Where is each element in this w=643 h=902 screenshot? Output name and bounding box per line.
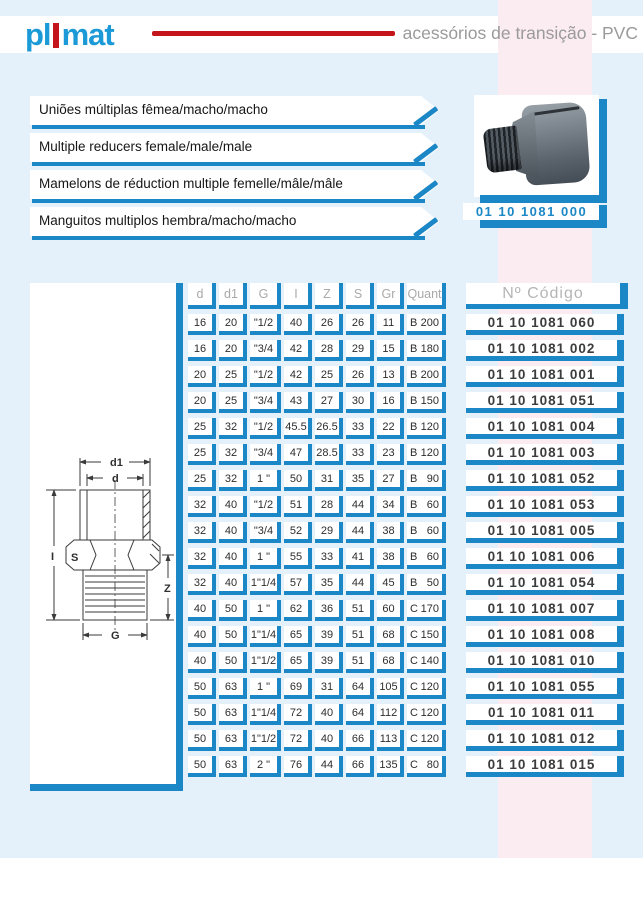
cell-quantity: 120 bbox=[420, 706, 439, 719]
cell-i: 72 bbox=[284, 730, 312, 751]
cell-d1: 40 bbox=[219, 522, 247, 543]
cell-d: 50 bbox=[188, 756, 216, 777]
banner-label: Uniões múltiplas fêmea/macho/macho bbox=[39, 102, 268, 117]
cell-quant bbox=[407, 756, 446, 777]
cell-box-letter: C bbox=[410, 758, 418, 771]
cell-z: 39 bbox=[315, 652, 343, 673]
cell-g: "1/2 bbox=[250, 496, 281, 517]
cell-gr: 113 bbox=[377, 730, 404, 751]
cell-i: 65 bbox=[284, 626, 312, 647]
column-header-s: S bbox=[346, 283, 374, 309]
cell-i: 47 bbox=[284, 444, 312, 465]
cell-gr: 38 bbox=[377, 548, 404, 569]
cell-quant bbox=[407, 470, 446, 491]
table-row bbox=[188, 678, 446, 699]
cell-g: 1"1/4 bbox=[250, 574, 281, 595]
cell-d1: 63 bbox=[219, 678, 247, 699]
cell-z: 28.5 bbox=[315, 444, 343, 465]
cell-quantity: 150 bbox=[420, 394, 439, 407]
cell-g: 1 " bbox=[250, 470, 281, 491]
table-row bbox=[188, 626, 446, 647]
photo-accent-bar-bottom bbox=[480, 195, 607, 203]
cell-i: 42 bbox=[284, 366, 312, 387]
cell-d1: 50 bbox=[219, 652, 247, 673]
column-header-quant: Quant bbox=[407, 283, 446, 309]
code-accent-bar-right bbox=[599, 205, 607, 228]
cell-quantity: 50 bbox=[426, 576, 439, 589]
cell-quant bbox=[407, 678, 446, 699]
codigo-cell: 01 10 1081 060 bbox=[466, 314, 624, 335]
codigo-cell: 01 10 1081 001 bbox=[466, 366, 624, 387]
cell-quant bbox=[407, 704, 446, 725]
cell-quantity: 200 bbox=[420, 368, 439, 381]
cell-d: 50 bbox=[188, 704, 216, 725]
cell-gr: 27 bbox=[377, 470, 404, 491]
cell-quantity: 120 bbox=[420, 732, 439, 745]
cell-quantity: 170 bbox=[420, 602, 439, 615]
cell-quantity: 80 bbox=[426, 758, 439, 771]
cell-box-letter: B bbox=[410, 342, 418, 355]
cell-quantity: 90 bbox=[426, 472, 439, 485]
cell-box-letter: B bbox=[410, 394, 418, 407]
cell-quantity: 60 bbox=[426, 498, 439, 511]
table-row bbox=[188, 314, 446, 335]
banner-label: Multiple reducers female/male/male bbox=[39, 139, 253, 154]
cell-d: 20 bbox=[188, 392, 216, 413]
codigo-cell: 01 10 1081 053 bbox=[466, 496, 624, 517]
cell-d: 32 bbox=[188, 522, 216, 543]
cell-d1: 32 bbox=[219, 470, 247, 491]
table-row bbox=[188, 652, 446, 673]
cell-gr: 15 bbox=[377, 340, 404, 361]
codigo-body bbox=[466, 314, 628, 777]
cell-d: 32 bbox=[188, 548, 216, 569]
cell-quantity: 120 bbox=[420, 420, 439, 433]
cell-gr: 16 bbox=[377, 392, 404, 413]
cell-z: 29 bbox=[315, 522, 343, 543]
cell-i: 50 bbox=[284, 470, 312, 491]
cell-s: 51 bbox=[346, 652, 374, 673]
cell-i: 76 bbox=[284, 756, 312, 777]
cell-i: 57 bbox=[284, 574, 312, 595]
table-row bbox=[188, 548, 446, 569]
code-accent-bar-bottom bbox=[480, 220, 607, 228]
cell-s: 44 bbox=[346, 522, 374, 543]
cell-z: 31 bbox=[315, 678, 343, 699]
cell-box-letter: B bbox=[410, 550, 418, 563]
banner-en bbox=[30, 133, 444, 162]
column-header-g: G bbox=[250, 283, 281, 309]
cell-z: 44 bbox=[315, 756, 343, 777]
cell-box-letter: C bbox=[410, 680, 418, 693]
cell-box-letter: C bbox=[410, 602, 418, 615]
banner-es bbox=[30, 207, 444, 236]
cell-s: 30 bbox=[346, 392, 374, 413]
cell-g: 1"1/2 bbox=[250, 730, 281, 751]
cell-box-letter: B bbox=[410, 420, 418, 433]
cell-s: 41 bbox=[346, 548, 374, 569]
cell-i: 42 bbox=[284, 340, 312, 361]
cell-g: 1"1/2 bbox=[250, 652, 281, 673]
cell-z: 39 bbox=[315, 626, 343, 647]
cell-quant bbox=[407, 522, 446, 543]
codigo-cell: 01 10 1081 012 bbox=[466, 730, 624, 751]
cell-quantity: 120 bbox=[420, 446, 439, 459]
cell-d: 50 bbox=[188, 678, 216, 699]
cell-d1: 20 bbox=[219, 340, 247, 361]
codigo-cell: 01 10 1081 054 bbox=[466, 574, 624, 595]
codigo-cell: 01 10 1081 015 bbox=[466, 756, 624, 777]
cell-gr: 34 bbox=[377, 496, 404, 517]
cell-g: 1"1/4 bbox=[250, 704, 281, 725]
cell-g: "1/2 bbox=[250, 366, 281, 387]
codigo-cell: 01 10 1081 003 bbox=[466, 444, 624, 465]
cell-quantity: 120 bbox=[420, 680, 439, 693]
cell-d: 16 bbox=[188, 314, 216, 335]
cell-quant bbox=[407, 392, 446, 413]
table-row bbox=[188, 392, 446, 413]
cell-z: 28 bbox=[315, 340, 343, 361]
column-header-d: d bbox=[188, 283, 216, 309]
codigo-cell: 01 10 1081 051 bbox=[466, 392, 624, 413]
cell-quantity: 140 bbox=[420, 654, 439, 667]
dim-label-g: G bbox=[111, 630, 120, 642]
banner-pt bbox=[30, 96, 444, 125]
table-row bbox=[188, 704, 446, 725]
cell-d1: 40 bbox=[219, 548, 247, 569]
cell-d: 32 bbox=[188, 496, 216, 517]
cell-gr: 45 bbox=[377, 574, 404, 595]
banner-label: Mamelons de réduction multiple femelle/mâle/mâle bbox=[39, 176, 343, 191]
table-row bbox=[188, 444, 446, 465]
cell-z: 27 bbox=[315, 392, 343, 413]
table-row bbox=[188, 340, 446, 361]
codigo-cell: 01 10 1081 052 bbox=[466, 470, 624, 491]
cell-s: 64 bbox=[346, 704, 374, 725]
cell-quant bbox=[407, 600, 446, 621]
cell-box-letter: C bbox=[410, 628, 418, 641]
cell-i: 62 bbox=[284, 600, 312, 621]
table-header-row bbox=[188, 283, 446, 309]
cell-box-letter: C bbox=[410, 706, 418, 719]
cell-z: 28 bbox=[315, 496, 343, 517]
cell-d1: 32 bbox=[219, 444, 247, 465]
plimat-logo bbox=[25, 17, 114, 53]
cell-d1: 63 bbox=[219, 756, 247, 777]
cell-z: 40 bbox=[315, 704, 343, 725]
cell-quant bbox=[407, 444, 446, 465]
table-row bbox=[188, 756, 446, 777]
table-body bbox=[188, 314, 446, 777]
cell-quant bbox=[407, 340, 446, 361]
cell-i: 51 bbox=[284, 496, 312, 517]
cell-d: 25 bbox=[188, 418, 216, 439]
dim-label-i: I bbox=[51, 551, 55, 563]
codigo-column bbox=[466, 283, 628, 782]
cell-box-letter: B bbox=[410, 316, 418, 329]
cell-i: 55 bbox=[284, 548, 312, 569]
banner-underline bbox=[32, 125, 425, 129]
banner-label: Manguitos multiplos hembra/macho/macho bbox=[39, 213, 297, 228]
table-row bbox=[188, 574, 446, 595]
codigo-cell: 01 10 1081 055 bbox=[466, 678, 624, 699]
cell-z: 25 bbox=[315, 366, 343, 387]
dim-label-d: d bbox=[112, 473, 119, 485]
cell-gr: 112 bbox=[377, 704, 404, 725]
cell-box-letter: B bbox=[410, 368, 418, 381]
cell-i: 69 bbox=[284, 678, 312, 699]
cell-gr: 68 bbox=[377, 652, 404, 673]
cell-d1: 50 bbox=[219, 626, 247, 647]
cell-i: 43 bbox=[284, 392, 312, 413]
codigo-cell: 01 10 1081 004 bbox=[466, 418, 624, 439]
cell-gr: 11 bbox=[377, 314, 404, 335]
photo-accent-bar-right bbox=[599, 99, 607, 203]
codigo-cell: 01 10 1081 002 bbox=[466, 340, 624, 361]
cell-g: "3/4 bbox=[250, 392, 281, 413]
column-header-z: Z bbox=[315, 283, 343, 309]
cell-gr: 13 bbox=[377, 366, 404, 387]
cell-quant bbox=[407, 626, 446, 647]
cell-s: 51 bbox=[346, 600, 374, 621]
cell-gr: 105 bbox=[377, 678, 404, 699]
cell-quant bbox=[407, 730, 446, 751]
cell-g: "1/2 bbox=[250, 418, 281, 439]
cell-quantity: 150 bbox=[420, 628, 439, 641]
banner-underline bbox=[32, 236, 425, 240]
logo-red-bar bbox=[53, 23, 59, 48]
cell-z: 31 bbox=[315, 470, 343, 491]
product-family-code: 01 10 1081 000 bbox=[463, 203, 600, 220]
cell-s: 44 bbox=[346, 496, 374, 517]
cell-quant bbox=[407, 496, 446, 517]
product-photo-card bbox=[474, 95, 599, 197]
cell-quant bbox=[407, 652, 446, 673]
cell-d: 25 bbox=[188, 444, 216, 465]
cell-quant bbox=[407, 548, 446, 569]
codigo-cell: 01 10 1081 005 bbox=[466, 522, 624, 543]
dim-label-s: S bbox=[71, 552, 79, 564]
cell-box-letter: B bbox=[410, 524, 418, 537]
cell-d1: 40 bbox=[219, 496, 247, 517]
cell-quant bbox=[407, 366, 446, 387]
cell-box-letter: C bbox=[410, 732, 418, 745]
header-red-rule bbox=[152, 31, 395, 36]
cell-z: 26 bbox=[315, 314, 343, 335]
cell-s: 29 bbox=[346, 340, 374, 361]
cell-g: "3/4 bbox=[250, 444, 281, 465]
cell-g: 2 " bbox=[250, 756, 281, 777]
cell-d1: 25 bbox=[219, 366, 247, 387]
cell-gr: 68 bbox=[377, 626, 404, 647]
cell-d1: 20 bbox=[219, 314, 247, 335]
cell-s: 66 bbox=[346, 730, 374, 751]
cell-g: 1 " bbox=[250, 600, 281, 621]
banner-underline bbox=[32, 199, 425, 203]
cell-d1: 63 bbox=[219, 730, 247, 751]
cell-quant bbox=[407, 574, 446, 595]
table-row bbox=[188, 496, 446, 517]
cell-i: 52 bbox=[284, 522, 312, 543]
title-banners bbox=[30, 96, 444, 244]
cell-s: 44 bbox=[346, 574, 374, 595]
cell-gr: 38 bbox=[377, 522, 404, 543]
codigo-cell: 01 10 1081 008 bbox=[466, 626, 624, 647]
cell-s: 66 bbox=[346, 756, 374, 777]
cell-gr: 22 bbox=[377, 418, 404, 439]
codigo-cell: 01 10 1081 007 bbox=[466, 600, 624, 621]
table-row bbox=[188, 522, 446, 543]
codigo-cell: 01 10 1081 006 bbox=[466, 548, 624, 569]
cell-quantity: 180 bbox=[420, 342, 439, 355]
column-header-gr: Gr bbox=[377, 283, 404, 309]
cell-i: 40 bbox=[284, 314, 312, 335]
cell-quantity: 200 bbox=[420, 316, 439, 329]
cell-d: 16 bbox=[188, 340, 216, 361]
cell-d: 40 bbox=[188, 626, 216, 647]
cell-d: 50 bbox=[188, 730, 216, 751]
cell-d: 40 bbox=[188, 652, 216, 673]
table-row bbox=[188, 470, 446, 491]
page-footer-area bbox=[0, 858, 643, 902]
cell-box-letter: C bbox=[410, 654, 418, 667]
cell-quant bbox=[407, 314, 446, 335]
cell-z: 36 bbox=[315, 600, 343, 621]
cell-d1: 50 bbox=[219, 600, 247, 621]
cell-d: 40 bbox=[188, 600, 216, 621]
cell-box-letter: B bbox=[410, 498, 418, 511]
cell-i: 65 bbox=[284, 652, 312, 673]
codigo-cell: 01 10 1081 011 bbox=[466, 704, 624, 725]
cell-z: 35 bbox=[315, 574, 343, 595]
cell-box-letter: B bbox=[410, 472, 418, 485]
cell-s: 64 bbox=[346, 678, 374, 699]
cell-gr: 60 bbox=[377, 600, 404, 621]
cell-g: "3/4 bbox=[250, 340, 281, 361]
cell-quant bbox=[407, 418, 446, 439]
cell-d: 25 bbox=[188, 470, 216, 491]
fitting-thread bbox=[483, 126, 522, 174]
cell-s: 35 bbox=[346, 470, 374, 491]
cell-z: 40 bbox=[315, 730, 343, 751]
technical-drawing-card bbox=[30, 283, 183, 791]
table-row bbox=[188, 730, 446, 751]
cell-gr: 23 bbox=[377, 444, 404, 465]
technical-drawing bbox=[30, 428, 176, 653]
cell-g: 1 " bbox=[250, 678, 281, 699]
cell-s: 26 bbox=[346, 314, 374, 335]
cell-z: 26.5 bbox=[315, 418, 343, 439]
codigo-header: Nº Código bbox=[466, 283, 628, 309]
cell-i: 72 bbox=[284, 704, 312, 725]
cell-s: 33 bbox=[346, 444, 374, 465]
cell-d1: 40 bbox=[219, 574, 247, 595]
cell-d1: 63 bbox=[219, 704, 247, 725]
cell-gr: 135 bbox=[377, 756, 404, 777]
cell-quantity: 60 bbox=[426, 524, 439, 537]
dim-label-d1: d1 bbox=[110, 457, 123, 469]
cell-s: 26 bbox=[346, 366, 374, 387]
table-row bbox=[188, 366, 446, 387]
table-row bbox=[188, 418, 446, 439]
cell-d1: 25 bbox=[219, 392, 247, 413]
cell-g: "1/2 bbox=[250, 314, 281, 335]
cell-i: 45.5 bbox=[284, 418, 312, 439]
cell-z: 33 bbox=[315, 548, 343, 569]
cell-d: 32 bbox=[188, 574, 216, 595]
page-title: acessórios de transição - PVC bbox=[402, 23, 638, 43]
column-header-i: I bbox=[284, 283, 312, 309]
cell-g: "3/4 bbox=[250, 522, 281, 543]
cell-quantity: 60 bbox=[426, 550, 439, 563]
banner-underline bbox=[32, 162, 425, 166]
cell-d: 20 bbox=[188, 366, 216, 387]
dim-label-z: Z bbox=[164, 583, 171, 595]
logo-text-mat: mat bbox=[61, 17, 114, 52]
cell-box-letter: B bbox=[410, 576, 418, 589]
table-row bbox=[188, 600, 446, 621]
cell-g: 1 " bbox=[250, 548, 281, 569]
banner-fr bbox=[30, 170, 444, 199]
cell-s: 51 bbox=[346, 626, 374, 647]
logo-text-pl: pl bbox=[25, 17, 51, 52]
cell-d1: 32 bbox=[219, 418, 247, 439]
column-header-d1: d1 bbox=[219, 283, 247, 309]
dimension-table bbox=[188, 283, 446, 782]
cell-s: 33 bbox=[346, 418, 374, 439]
cell-box-letter: B bbox=[410, 446, 418, 459]
codigo-cell: 01 10 1081 010 bbox=[466, 652, 624, 673]
product-photo bbox=[479, 99, 595, 192]
cell-g: 1"1/4 bbox=[250, 626, 281, 647]
